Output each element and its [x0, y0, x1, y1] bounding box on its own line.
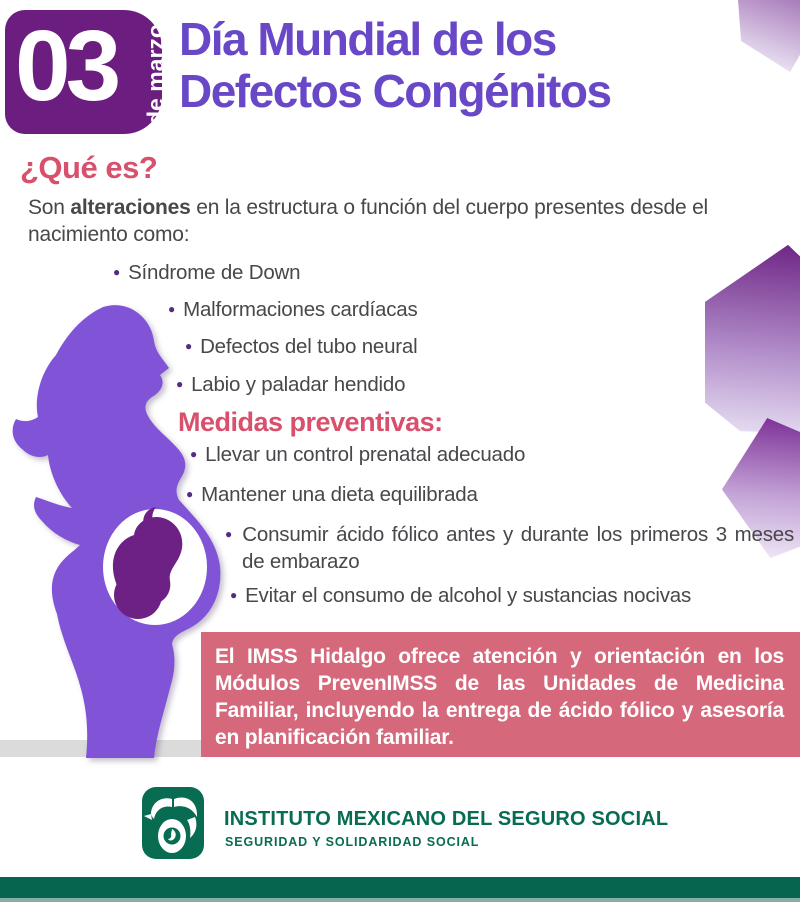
- intro-paragraph: [28, 194, 776, 249]
- imss-notice-box: El IMSS Hidalgo ofrece atención y orientación en los Módulos PrevenIMSS de las Unidades de Medicina Familiar, incluyendo la entrega de ácido fólico y asesoría en planificación familiar.: [201, 632, 800, 757]
- institute-motto: SEGURIDAD Y SOLIDARIDAD SOCIAL: [225, 835, 480, 849]
- title-line-1: Día Mundial de los: [179, 13, 556, 65]
- hexagon-decoration-large-icon: [700, 243, 800, 433]
- intro-rest: en la estructura o función del cuerpo presentes desde el nacimiento como:: [28, 196, 709, 247]
- prevention-item: ● Evitar el consumo de alcohol y sustancias nocivas: [230, 582, 795, 609]
- prevention-item: ● Mantener una dieta equilibrada: [186, 481, 478, 508]
- month-label: de marzo: [142, 24, 169, 125]
- intro-prefix: Son: [28, 196, 71, 219]
- date-badge: [5, 10, 169, 134]
- page-title: [179, 14, 611, 118]
- prevention-heading: Medidas preventivas:: [178, 407, 443, 437]
- defect-item: ● Malformaciones cardíacas: [168, 296, 418, 323]
- pentagon-decoration-icon: [738, 0, 800, 72]
- title-line-2: Defectos Congénitos: [179, 64, 611, 117]
- prevention-item: ● Consumir ácido fólico antes y durante los primeros 3 meses de embarazo: [225, 521, 794, 575]
- footer-bar: [0, 877, 800, 898]
- what-is-heading: ¿Qué es?: [20, 150, 158, 185]
- footer-bar-accent: [0, 898, 800, 902]
- imss-eagle-logo: [142, 787, 204, 859]
- pregnant-woman-silhouette: [0, 295, 232, 758]
- day-number: 03: [15, 10, 117, 122]
- defect-item: ● Defectos del tubo neural: [185, 333, 418, 360]
- intro-bold-word: alteraciones: [70, 196, 191, 219]
- prevention-item: ● Llevar un control prenatal adecuado: [190, 441, 525, 468]
- defect-item: ● Síndrome de Down: [113, 259, 300, 286]
- defect-item: ● Labio y paladar hendido: [176, 371, 405, 398]
- institute-name: INSTITUTO MEXICANO DEL SEGURO SOCIAL: [224, 808, 669, 830]
